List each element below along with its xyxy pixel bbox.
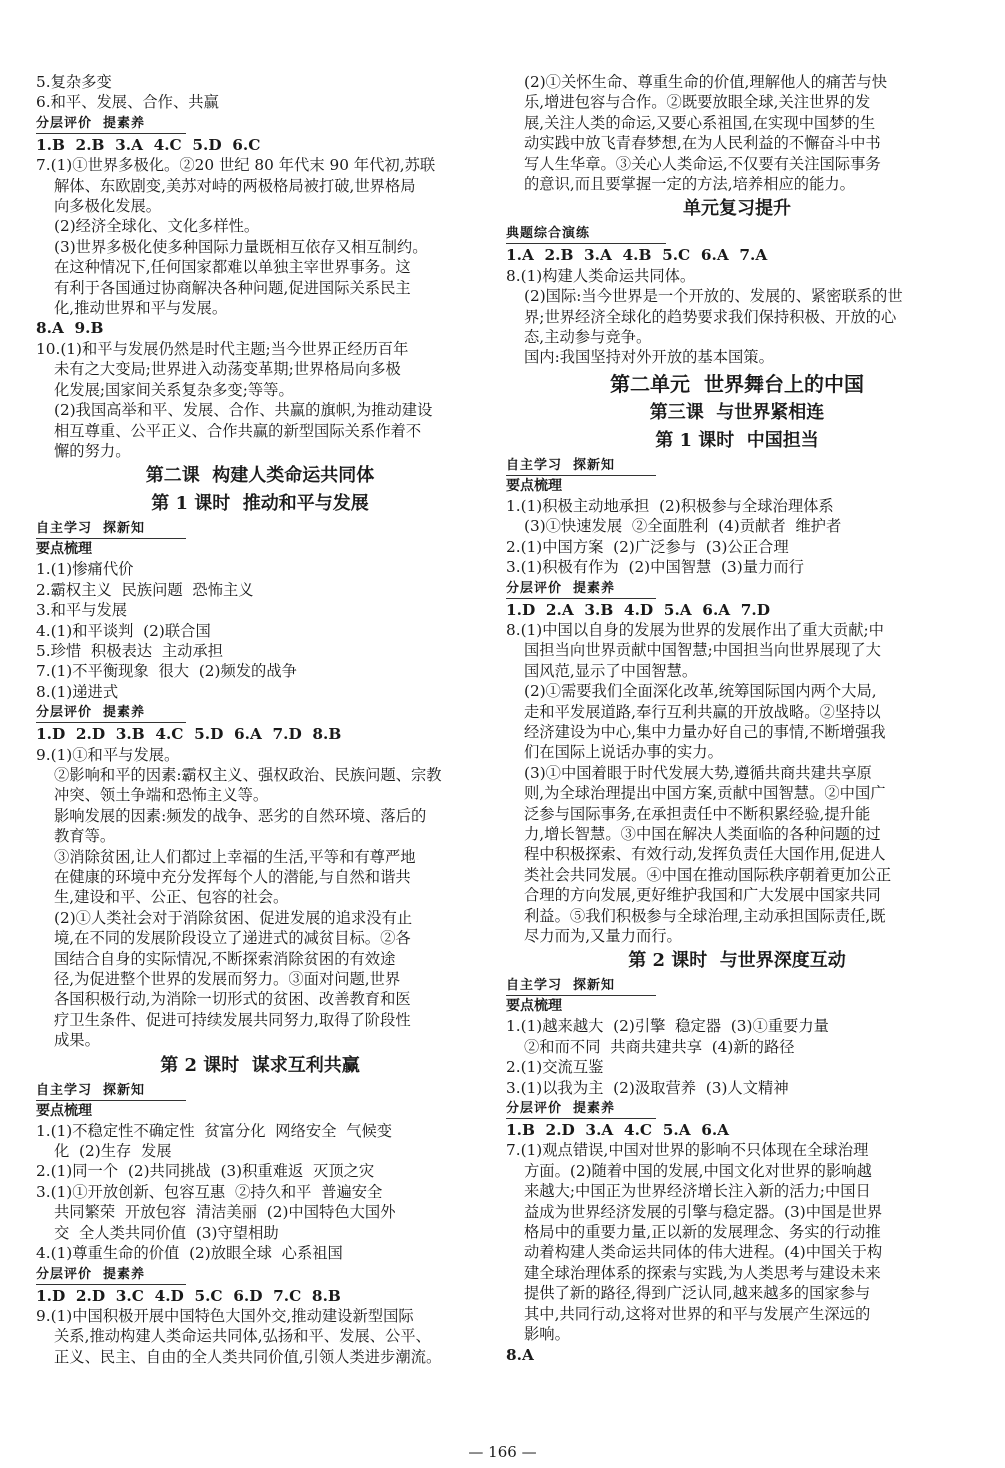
text-line: 国内:我国坚持对外开放的基本国策。 xyxy=(524,348,774,367)
text-line: 5.珍惜 积极表达 主动承担 xyxy=(36,641,224,660)
text-line: 影响发展的因素:频发的战争、恶劣的自然环境、落后的 xyxy=(54,806,427,825)
text-line: 各国积极行动,为消除一切形式的贫困、改善教育和医 xyxy=(54,990,411,1009)
text-line: ③消除贫困,让人们都过上幸福的生活,平等和有尊严地 xyxy=(54,847,416,866)
section-label: 分层评价 提素养 xyxy=(506,1099,656,1119)
text-line: 们在国际上说话办事的实力。 xyxy=(524,743,723,762)
text-line: 正义、民主、自由的全人类共同价值,引领人类进步潮流。 xyxy=(54,1347,442,1366)
text-line: (2)①人类社会对于消除贫困、促进发展的追求没有止 xyxy=(54,908,413,927)
text-line: (3)①快速发展 ②全面胜利 (4)贡献者 维护者 xyxy=(524,517,842,536)
text-line: (2)经济全球化、文化多样性。 xyxy=(54,217,260,236)
text-line: 力,增长智慧。③中国在解决人类面临的各种问题的过 xyxy=(524,824,881,843)
answer-line: 8.A xyxy=(506,1345,534,1364)
subsection-label: 要点梳理 xyxy=(36,541,92,558)
text-line: 3.(1)积极有作为 (2)中国智慧 (3)量力而行 xyxy=(506,558,804,577)
text-line: 化 (2)生存 发展 xyxy=(54,1142,172,1161)
text-line: 1.(1)积极主动地承担 (2)积极参与全球治理体系 xyxy=(506,496,834,515)
text-line: 径,为促进整个世界的发展而努力。③面对问题,世界 xyxy=(54,970,401,989)
text-line: 教育等。 xyxy=(54,827,116,846)
text-line: 疗卫生条件、促进可持续发展共同努力,取得了阶段性 xyxy=(54,1010,411,1029)
text-line: 交 全人类共同价值 (3)守望相助 xyxy=(54,1223,279,1242)
text-line: 在健康的环境中充分发挥每个人的潜能,与自然和谐共 xyxy=(54,868,411,886)
section-label: 分层评价 提素养 xyxy=(506,579,656,599)
text-line: 乐,增进包容与合作。②既要放眼全球,关注世界的发 xyxy=(524,93,871,112)
subsection-label: 要点梳理 xyxy=(506,477,562,494)
answer-line: 1.D 2.A 3.B 4.D 5.A 6.A 7.D xyxy=(506,600,771,619)
text-line: 泛参与国际事务,在承担责任中不断积累经验,提升能 xyxy=(524,804,871,823)
text-line: 8.(1)构建人类命运共同体。 xyxy=(506,266,696,285)
text-line: 则,为全球治理提出中国方案,贡献中国智慧。②中国广 xyxy=(524,784,886,803)
text-line: 尽力而为,又量力而行。 xyxy=(524,927,682,945)
text-line: 9.(1)①和平与发展。 xyxy=(36,745,180,764)
answer-line: 1.B 2.D 3.A 4.C 5.A 6.A xyxy=(506,1121,730,1140)
text-line: 方面。(2)随着中国的发展,中国文化对世界的影响越 xyxy=(524,1161,872,1180)
section-heading: 第 2 课时 谋求互利共赢 xyxy=(160,1054,360,1076)
section-heading: 单元复习提升 xyxy=(683,198,791,220)
answer-line: 1.A 2.B 3.A 4.B 5.C 6.A 7.A xyxy=(506,246,768,265)
text-line: (3)①中国着眼于时代发展大势,遵循共商共建共享原 xyxy=(524,763,872,782)
section-label: 自主学习 探新知 xyxy=(506,456,656,476)
section-heading: 第 1 课时 中国担当 xyxy=(655,429,819,451)
text-line: (2)①关怀生命、尊重生命的价值,理解他人的痛苦与快 xyxy=(524,73,888,91)
text-line: 7.(1)观点错误,中国对世界的影响不只体现在全球治理 xyxy=(506,1141,869,1160)
text-line: 7.(1)①世界多极化。②20 世纪 80 年代末 90 年代初,苏联 xyxy=(36,156,436,175)
text-line: 向多极化发展。 xyxy=(54,197,162,216)
text-line: 3.和平与发展 xyxy=(36,601,128,620)
text-line: 态,主动参与竞争。 xyxy=(524,328,652,347)
text-line: 关系,推动构建人类命运共同体,弘扬和平、发展、公平、 xyxy=(54,1327,431,1346)
text-line: 国结合自身的实际情况,不断探索消除贫困的有效途 xyxy=(54,949,396,968)
section-label: 典题综合演练 xyxy=(506,224,666,244)
text-line: 3.(1)以我为主 (2)汲取营养 (3)人文精神 xyxy=(506,1078,789,1097)
text-line: 共同繁荣 开放包容 清洁美丽 (2)中国特色大国外 xyxy=(54,1203,396,1222)
answer-line: 1.D 2.D 3.B 4.C 5.D 6.A 7.D 8.B xyxy=(36,725,342,744)
text-line: 2.(1)交流互鉴 xyxy=(506,1058,604,1077)
text-line: 程中积极探索、有效行动,发挥负责任大国作用,促进人 xyxy=(524,845,886,864)
section-label: 分层评价 提素养 xyxy=(36,1265,186,1285)
text-line: (2)国际:当今世界是一个开放的、发展的、紧密联系的世 xyxy=(524,287,903,306)
text-line: 8.(1)中国以自身的发展为世界的发展作出了重大贡献;中 xyxy=(506,620,884,639)
text-line: 来越大;中国正为世界经济增长注入新的活力;中国日 xyxy=(524,1182,871,1201)
text-line: 合理的方向发展,更好维护我国和广大发展中国家共同 xyxy=(524,886,881,905)
text-line: 2.(1)中国方案 (2)广泛参与 (3)公正合理 xyxy=(506,537,789,556)
text-line: 提供了新的路径,得到广泛认同,越来越多的国家参与 xyxy=(524,1284,871,1303)
text-line: 生,建设和平、公正、包容的社会。 xyxy=(54,888,289,907)
text-line: 9.(1)中国积极开展中国特色大国外交,推动建设新型国际 xyxy=(36,1306,414,1325)
text-line: 界;世界经济全球化的趋势要求我们保持积极、开放的心 xyxy=(524,307,897,326)
text-line: 1.(1)越来越大 (2)引擎 稳定器 (3)①重要力量 xyxy=(506,1017,829,1036)
section-heading: 第二课 构建人类命运共同体 xyxy=(145,465,375,487)
text-line: ②和而不同 共商共建共享 (4)新的路径 xyxy=(524,1037,795,1056)
text-line: 懈的努力。 xyxy=(54,441,131,460)
answer-line: 8.A 9.B xyxy=(36,319,104,338)
text-line: 8.(1)递进式 xyxy=(36,682,119,701)
section-heading: 第 2 课时 与世界深度互动 xyxy=(628,950,846,972)
text-line: 格局中的重要力量,正以新的发展理念、务实的行动推 xyxy=(524,1223,881,1242)
text-line: 动实践中放飞青春梦想,在为人民利益的不懈奋斗中书 xyxy=(524,134,881,153)
text-line: 化,推动世界和平与发展。 xyxy=(54,299,228,318)
text-line: 4.(1)尊重生命的价值 (2)放眼全球 心系祖国 xyxy=(36,1244,343,1263)
text-line: 建全球治理体系的探索与实践,为人类思考与建设未来 xyxy=(524,1263,881,1282)
text-line: 10.(1)和平与发展仍然是时代主题;当今世界正经历百年 xyxy=(36,339,409,358)
text-line: 走和平发展道路,奉行互利共赢的开放战略。②坚持以 xyxy=(524,702,881,721)
text-line: 4.(1)和平谈判 (2)联合国 xyxy=(36,621,211,640)
text-line: 类社会共同发展。④中国在推动国际秩序朝着更加公正 xyxy=(524,865,892,884)
section-label: 自主学习 探新知 xyxy=(36,519,186,539)
text-line: 经济建设为中心,集中力量办好自己的事情,不断增强我 xyxy=(524,722,886,741)
text-line: 成果。 xyxy=(54,1031,100,1050)
text-line: 解体、东欧剧变,美苏对峙的两极格局被打破,世界格局 xyxy=(54,176,416,195)
text-line: 展,关注人类的命运,又要心系祖国,在实现中国梦的生 xyxy=(524,113,876,132)
text-line: 写人生华章。③关心人类命运,不仅要有关注国际事务 xyxy=(524,154,881,173)
left-column xyxy=(36,72,484,1367)
text-line: 利益。⑤我们积极参与全球治理,主动承担国际责任,既 xyxy=(524,906,886,925)
subsection-label: 要点梳理 xyxy=(36,1102,92,1119)
text-line: (2)①需要我们全面深化改革,统筹国际国内两个大局, xyxy=(524,682,877,701)
section-label: 分层评价 提素养 xyxy=(36,114,186,134)
text-line: 5.复杂多变 xyxy=(36,73,112,91)
text-line: 国担当向世界贡献中国智慧;中国担当向世界展现了大 xyxy=(524,641,881,660)
section-heading: 第 1 课时 推动和平与发展 xyxy=(151,493,369,515)
text-line: (2)我国高举和平、发展、合作、共赢的旗帜,为推动建设 xyxy=(54,401,433,420)
text-line: 的意识,而且要掌握一定的方法,培养相应的能力。 xyxy=(524,175,855,194)
text-line: 化发展;国家间关系复杂多变;等等。 xyxy=(54,380,294,399)
text-line: 7.(1)不平衡现象 很大 (2)频发的战争 xyxy=(36,662,297,681)
text-line: 国风范,显示了中国智慧。 xyxy=(524,661,698,680)
section-label: 分层评价 提素养 xyxy=(36,703,186,723)
text-line: 未有之大变局;世界进入动荡变革期;世界格局向多极 xyxy=(54,360,401,379)
text-line: 影响。 xyxy=(524,1325,570,1344)
answer-line: 1.B 2.B 3.A 4.C 5.D 6.C xyxy=(36,135,261,154)
text-line: 益成为世界经济发展的引擎与稳定器。(3)中国是世界 xyxy=(524,1202,883,1221)
section-label: 自主学习 探新知 xyxy=(506,976,656,996)
section-heading: 第三课 与世界紧相连 xyxy=(649,401,825,423)
text-line: 相互尊重、公平正义、合作共赢的新型国际关系作着不 xyxy=(54,421,422,440)
text-line: ②影响和平的因素:霸权主义、强权政治、民族问题、宗教 xyxy=(54,765,442,784)
text-line: 1.(1)惨痛代价 xyxy=(36,560,134,579)
text-line: 2.霸权主义 民族问题 恐怖主义 xyxy=(36,580,254,599)
text-line: (3)世界多极化使多种国际力量既相互依存又相互制约。 xyxy=(54,237,428,256)
text-line: 动着构建人类命运共同体的伟大进程。(4)中国关于构 xyxy=(524,1243,883,1262)
text-line: 冲突、领土争端和恐怖主义等。 xyxy=(54,786,269,805)
subsection-label: 要点梳理 xyxy=(506,998,562,1015)
text-line: 6.和平、发展、合作、共赢 xyxy=(36,93,219,112)
text-line: 在这种情况下,任何国家都难以单独主宰世界事务。这 xyxy=(54,258,411,277)
section-label: 自主学习 探新知 xyxy=(36,1081,186,1101)
answer-line: 1.D 2.D 3.C 4.D 5.C 6.D 7.C 8.B xyxy=(36,1286,341,1305)
text-line: 境,在不同的发展阶段设立了递进式的减贫目标。②各 xyxy=(54,929,411,948)
text-line: 其中,共同行动,这将对世界的和平与发展产生深远的 xyxy=(524,1304,871,1323)
text-line: 有利于各国通过协商解决各种问题,促进国际关系民主 xyxy=(54,278,411,297)
right-column xyxy=(506,72,968,1365)
text-line: 3.(1)①开放创新、包容互惠 ②持久和平 普遍安全 xyxy=(36,1182,383,1201)
section-heading: 第二单元 世界舞台上的中国 xyxy=(610,371,864,396)
text-line: 1.(1)不稳定性不确定性 贫富分化 网络安全 气候变 xyxy=(36,1121,393,1140)
page-number: — 166 — xyxy=(468,1443,537,1461)
text-line: 2.(1)同一个 (2)共同挑战 (3)积重难返 灭顶之灾 xyxy=(36,1162,375,1181)
